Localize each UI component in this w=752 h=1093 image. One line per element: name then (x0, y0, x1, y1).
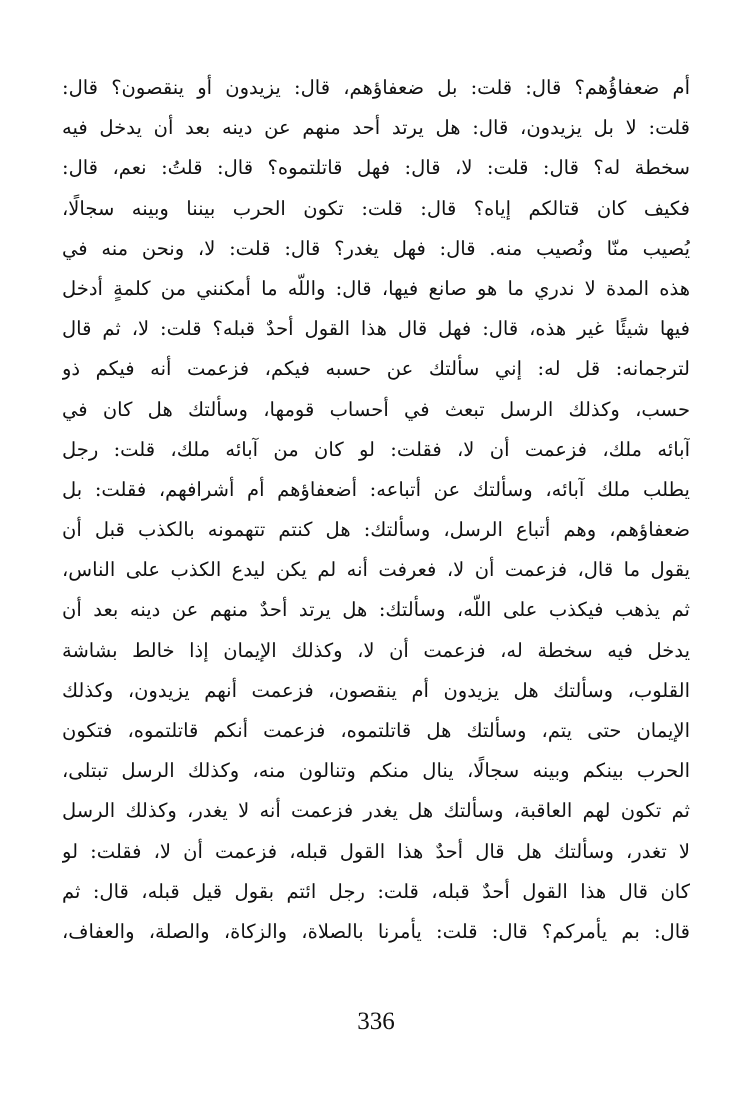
text-line-12: ضعفاؤهم، وهم أتباع الرسل، وسألتك: هل كنتم تتهمونه بالكذب قبل أن (62, 518, 690, 542)
text-line-1: أم ضعفاؤُهم؟ قال: قلت: بل ضعفاؤهم، قال: يزيدون أو ينقصون؟ قال: (62, 76, 690, 99)
text-line-10: آبائه ملك، فزعمت أن لا، فقلت: لو كان من آبائه ملك، قلت: رجل (62, 437, 690, 461)
text-line-11: يطلب ملك آبائه، وسألتك عن أتباعه: أضعفاؤهم أم أشرافهم، فقلت: بل (62, 477, 690, 501)
text-line-5: يُصيب منّا ونُصيب منه. قال: فهل يغدر؟ قال: قلت: لا، ونحن منه في (62, 236, 690, 260)
text-line-2: قلت: لا بل يزيدون، قال: هل يرتد أحد منهم عن دينه بعد أن يدخل فيه (62, 116, 690, 140)
text-line-4: فكيف كان قتالكم إياه؟ قال: قلت: تكون الحرب بيننا وبينه سجالًا، (62, 196, 690, 220)
text-line-6: هذه المدة لا ندري ما هو صانع فيها، قال: واللّه ما أمكنني من كلمةٍ أدخل (62, 276, 690, 300)
text-line-22: قال: بم يأمركم؟ قال: قلت: يأمرنا بالصلاة، والزكاة، والصلة، والعفاف، (62, 919, 690, 943)
text-line-15: يدخل فيه سخطة له، فزعمت أن لا، وكذلك الإيمان إذا خالط بشاشة (62, 638, 690, 662)
text-line-14: ثم يذهب فيكذب على اللّه، وسألتك: هل يرتد أحدٌ منهم عن دينه بعد أن (62, 598, 690, 622)
text-line-9: حسب، وكذلك الرسل تبعث في أحساب قومها، وسألتك هل كان في (62, 397, 690, 421)
text-line-3: سخطة له؟ قال: قلت: لا، قال: فهل قاتلتموه؟ قال: قلتُ: نعم، قال: (62, 156, 690, 180)
page-body-text (62, 68, 690, 952)
page-number: 336 (357, 1008, 395, 1035)
text-line-16: القلوب، وسألتك هل يزيدون أم ينقصون، فزعمت أنهم يزيدون، وكذلك (62, 678, 690, 702)
text-line-21: كان قال هذا القول أحدٌ قبله، قلت: رجل ائتم بقول قيل قبله، قال: ثم (62, 879, 690, 903)
text-line-17: الإيمان حتى يتم، وسألتك هل قاتلتموه، فزعمت أنكم قاتلتموه، فتكون (62, 719, 690, 742)
text-line-18: الحرب بينكم وبينه سجالًا، ينال منكم وتنالون منه، وكذلك الرسل تبتلى، (62, 759, 690, 783)
text-line-13: يقول ما قال، فزعمت أن لا، فعرفت أنه لم يكن ليدع الكذب على الناس، (62, 558, 690, 582)
text-line-8: لترجمانه: قل له: إني سألتك عن حسبه فيكم، فزعمت أنه فيكم ذو (62, 357, 690, 381)
text-line-7: فيها شيئًا غير هذه، قال: فهل قال هذا القول أحدٌ قبله؟ قلت: لا، ثم قال (62, 317, 690, 341)
text-line-19: ثم تكون لهم العاقبة، وسألتك هل يغدر فزعمت أنه لا يغدر، وكذلك الرسل (62, 799, 690, 823)
text-line-20: لا تغدر، وسألتك هل قال أحدٌ هذا القول قبله، فزعمت أن لا، فقلت: لو (62, 839, 690, 863)
